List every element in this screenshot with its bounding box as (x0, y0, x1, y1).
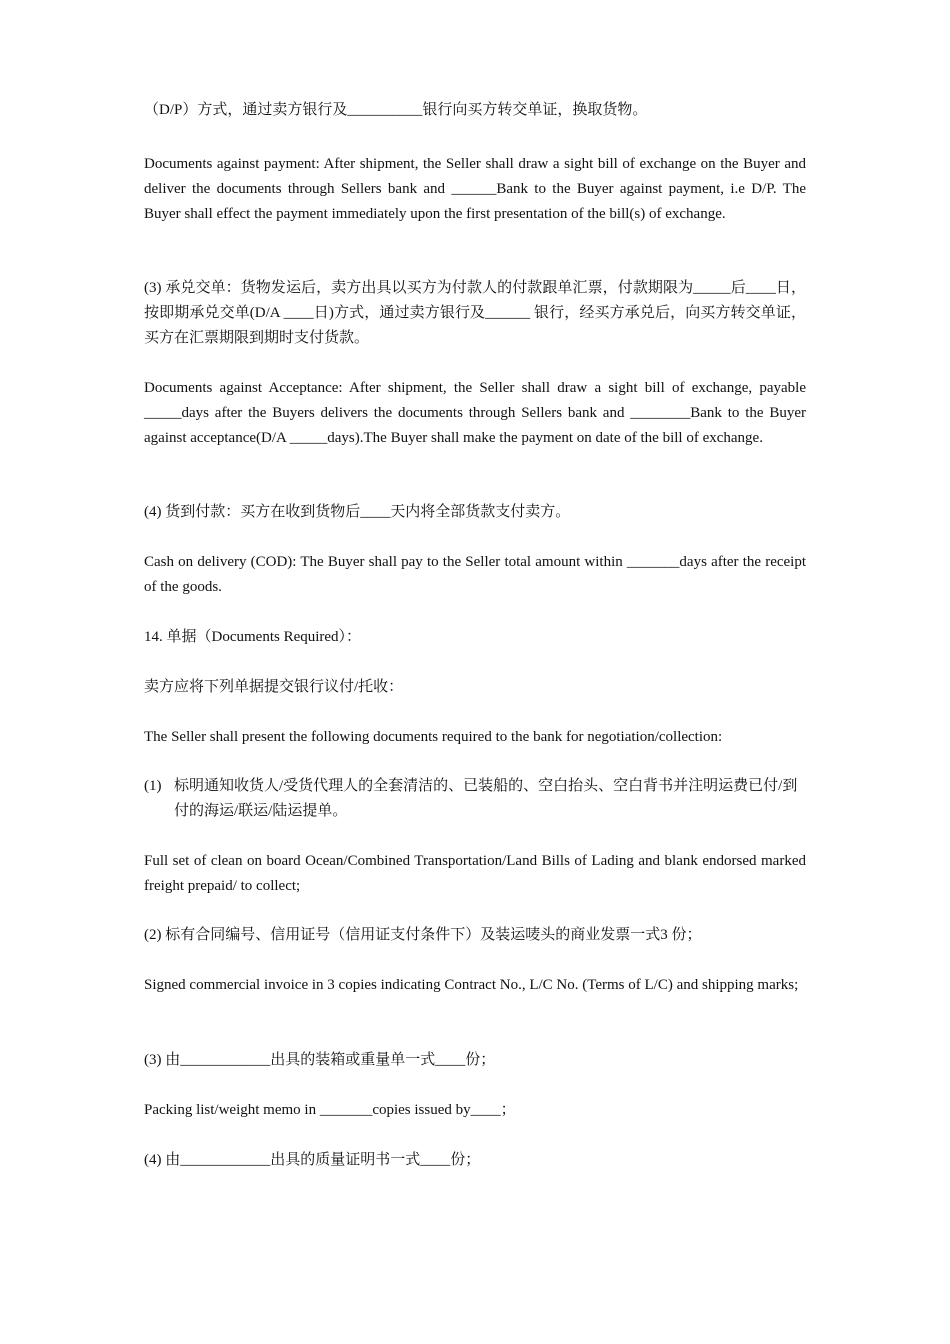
documents-intro-cn: 卖方应将下列单据提交银行议付/托收： (144, 679, 404, 695)
document-item-4-cn: (4) 由____________出具的质量证明书一式____份； (144, 1152, 481, 1168)
item-text: 标明通知收货人/受货代理人的全套清洁的、已装船的、空白抬头、空白背书并注明运费已付/到付的海运/联运/陆运提单。 (174, 778, 798, 819)
document-item-2-cn: (2) 标有合同编号、信用证号（信用证支付条件下）及装运唛头的商业发票一式3 份； (144, 927, 702, 943)
documents-intro-en: The Seller shall present the following documents required to the bank for negotiation/collection: (144, 729, 723, 745)
dp-method-cn: （D/P）方式，通过卖方银行及__________银行向买方转交单证，换取货物。 (144, 102, 648, 118)
document-item-3-cn: (3) 由____________出具的装箱或重量单一式____份； (144, 1052, 496, 1068)
da-method-en: Documents against Acceptance: After shipment, the Seller shall draw a sight bill of exchange, payable _____days after the Buyers delivers the documents through Sellers bank and ________Bank to the Buyer against acceptance(D/A _____days).The Buyer shall make the payment on date of the bill of exchange. (144, 380, 806, 446)
cod-cn: (4) 货到付款：买方在收到货物后____天内将全部货款支付卖方。 (144, 504, 571, 520)
section-14-heading: 14. 单据（Documents Required）： (144, 629, 362, 645)
cod-en: Cash on delivery (COD): The Buyer shall pay to the Seller total amount within _______days after the receipt of the goods. (144, 554, 806, 595)
bill-of-lading-en: Full set of clean on board Ocean/Combined Transportation/Land Bills of Lading and blank endorsed marked freight prepaid/ to collect; (144, 853, 806, 894)
packing-list-en: Packing list/weight memo in _______copies issued by____； (144, 1102, 516, 1118)
document-item-1-cn (144, 774, 806, 824)
commercial-invoice-en: Signed commercial invoice in 3 copies indicating Contract No., L/C No. (Terms of L/C) and shipping marks; (144, 977, 799, 993)
da-method-cn: (3) 承兑交单：货物发运后，卖方出具以买方为付款人的付款跟单汇票，付款期限为_____后____日，按即期承兑交单(D/A ____日)方式，通过卖方银行及______ 银行，经买方承兑后，向买方转交单证，买方在汇票期限到期时支付货款。 (144, 280, 806, 346)
item-number: (1) (144, 778, 162, 794)
dp-method-en: Documents against payment: After shipment, the Seller shall draw a sight bill of exchange on the Buyer and deliver the documents through Sellers bank and ______Bank to the Buyer against payment, i.e D/P. The Buyer shall effect the payment immediately upon the first presentation of the bill(s) of exchange. (144, 156, 806, 222)
